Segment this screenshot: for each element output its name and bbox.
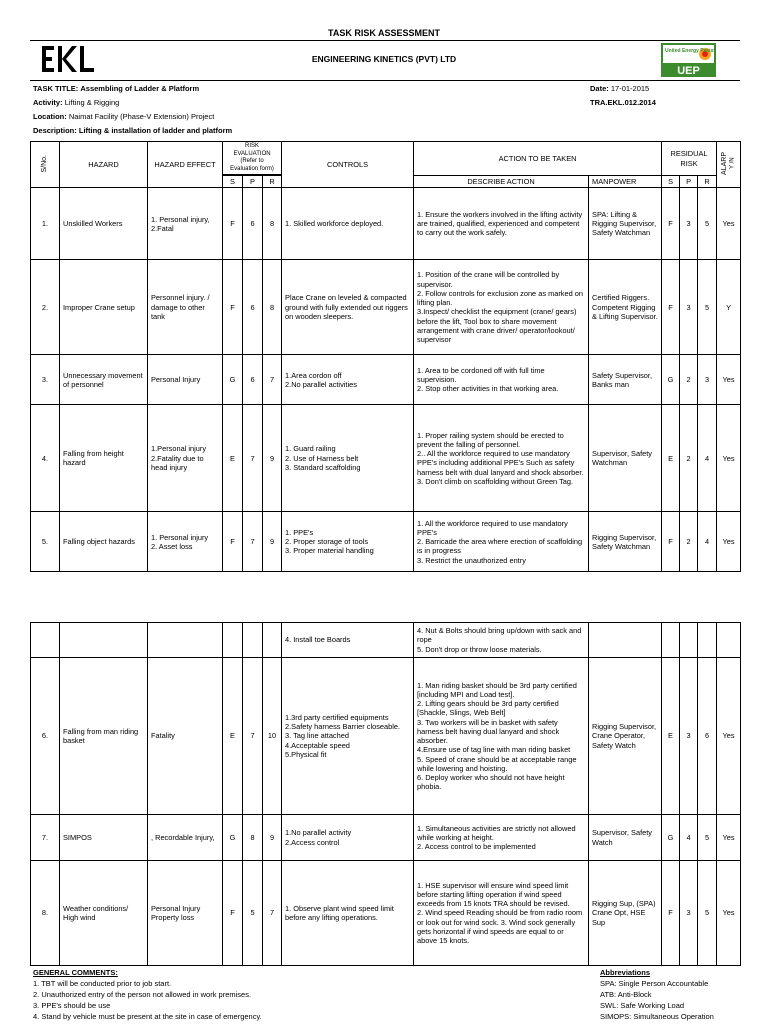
p-cell: 8 (243, 815, 263, 861)
s-cell: G (223, 815, 243, 861)
controls-cell: 1.No parallel activity 2.Access control (282, 815, 414, 861)
p-cell: 6 (243, 188, 263, 260)
action-cell: 1. Position of the crane will be controlled by supervisor. 2. Follow controls for exclusion zone as marked on lifting plan. 3.Inspect/ checklist the equipment (crane/ gears) before the lift, Tool box to share movement arrangement with crane driver/ operator/lookout/ supervisor (414, 260, 589, 355)
page-title: TASK RISK ASSESSMENT (327, 28, 440, 38)
residual-r-cell: 3 (698, 355, 717, 405)
residual-p-cell: 3 (680, 861, 698, 966)
residual-p-cell: 2 (680, 355, 698, 405)
p-cell: 5 (243, 861, 263, 966)
row-number: 4. (31, 405, 60, 512)
abbreviations (600, 968, 714, 1022)
alarp-header: ALARP Y /N (717, 142, 741, 188)
company-name: ENGINEERING KINETICS (PVT) LTD (311, 54, 457, 64)
r-cell: 9 (263, 512, 282, 572)
table-row (31, 815, 741, 861)
date-line: Date: 17-01-2015 (590, 84, 650, 93)
hazard-cell: Falling from man riding basket (60, 658, 148, 815)
residual-s-cell: G (662, 355, 680, 405)
activity-line: Activity: Lifting & Rigging (33, 98, 120, 107)
action-cell: 1. Proper railing system should be erected to prevent the falling of personnel. 2.. All the workforce required to use mandatory PPE's including additional PPE's Such as safety harness belt with dual lanyard and shock absorber. 3. Don't climb on scaffolding without Green Tag. (414, 405, 589, 512)
manpower-cell: Supervisor, Safety Watch (589, 815, 662, 861)
comment-item: 1. TBT will be conducted prior to job start. (33, 978, 172, 988)
residual-s-cell (662, 623, 680, 658)
table-row (31, 405, 741, 512)
header-rule-bottom (30, 80, 740, 81)
residual-r-cell: 6 (698, 658, 717, 815)
action-cell: 1. HSE supervisor will ensure wind speed limit before starting lifting operation if wind speed exceeds from 15 knots TRA should be revised. 2. Wind speed Reading should be from radio room or look out for wind sock. 3. Wind sock generally gets horizontal if wind speeds are equal to or above 15 knots. (414, 861, 589, 966)
effect-cell: Personnel injury. / damage to other tank (148, 260, 223, 355)
residual-r-cell: 5 (698, 188, 717, 260)
comments-title: GENERAL COMMENTS: (33, 968, 118, 977)
hazard-header: HAZARD (60, 142, 148, 188)
alarp-cell: Yes (717, 355, 741, 405)
table-row (31, 658, 741, 815)
comment-item: 3. PPE's should be use (33, 1000, 111, 1010)
hazard-cell: Falling from height hazard (60, 405, 148, 512)
p-header: P (243, 176, 263, 188)
residual-r-cell (698, 623, 717, 658)
p-cell: 6 (243, 355, 263, 405)
uep-logo-text: UEP (677, 65, 700, 77)
alarp-cell (717, 623, 741, 658)
alarp-cell: Yes (717, 815, 741, 861)
s-cell: F (223, 188, 243, 260)
effect-cell: 1. Personal injury, 2.Fatal (148, 188, 223, 260)
s-cell: E (223, 405, 243, 512)
residual-s-cell: E (662, 658, 680, 815)
residual-s-cell: F (662, 188, 680, 260)
s-cell: F (223, 512, 243, 572)
row-number: 5. (31, 512, 60, 572)
comment-item: 4. Stand by vehicle must be present at the site in case of emergency. (33, 1011, 262, 1021)
residual-r-cell: 5 (698, 260, 717, 355)
residual-s-cell: F (662, 861, 680, 966)
risk-table-page1 (30, 141, 741, 572)
residual-r-cell: 4 (698, 405, 717, 512)
alarp-cell: Yes (717, 512, 741, 572)
table-row (31, 188, 741, 260)
r-cell: 8 (263, 188, 282, 260)
action-cell: 1. Area to be cordoned off with full time supervision. 2. Stop other activities in that working area. (414, 355, 589, 405)
header-rule-top (30, 40, 740, 41)
general-comments (33, 968, 262, 1022)
s-cell: E (223, 658, 243, 815)
residual-s-cell: E (662, 405, 680, 512)
effect-cell: Fatality (148, 658, 223, 815)
uep-logo-tagline: United Energy Pakistan (665, 48, 716, 54)
s-cell: F (223, 861, 243, 966)
residual-r-cell: 5 (698, 815, 717, 861)
r-cell: 7 (263, 355, 282, 405)
controls-cell: 4. Install toe Boards (282, 623, 414, 658)
s-cell: F (223, 260, 243, 355)
table-row (31, 355, 741, 405)
hazard-cell (60, 623, 148, 658)
manpower-cell: Rigging Supervisor, Safety Watchman (589, 512, 662, 572)
manpower-header: MANPOWER (589, 176, 662, 188)
location-line: Location: Naimat Facility (Phase-V Extension) Project (33, 112, 215, 121)
p-cell: 7 (243, 405, 263, 512)
sno-header: S/No. (31, 142, 60, 188)
residual-p-cell: 2 (680, 512, 698, 572)
residual-risk-header: RESIDUAL RISK (662, 142, 717, 176)
header-row-1 (31, 142, 741, 175)
manpower-cell: Supervisor, Safety Watchman (589, 405, 662, 512)
row-number: 6. (31, 658, 60, 815)
manpower-cell: Safety Supervisor, Banks man (589, 355, 662, 405)
alarp-cell: Yes (717, 188, 741, 260)
s-cell: G (223, 355, 243, 405)
hazard-cell: Improper Crane setup (60, 260, 148, 355)
action-cell: 1. Ensure the workers involved in the lifting activity are trained, qualified, experienced and competent to carry out the work safely. (414, 188, 589, 260)
residual-s-cell: G (662, 815, 680, 861)
manpower-cell: Certified Riggers. Competent Rigging & Lifting Supervisor. (589, 260, 662, 355)
effect-cell: 1. Personal injury 2. Asset loss (148, 512, 223, 572)
action-cell: 1. Man riding basket should be 3rd party certified [including MPI and Load test]. 2. Lifting gears should be 3rd party certified [Shackle, Slings, Web Belt] 3. Two workers will be in basket with safety harness belt having dual lanyard and shock absorber. 4.Ensure use of tag line with man riding basket 5. Speed of crane should be at acceptable range while lowering and hoisting. 6. Deploy worker who should not have height phobia. (414, 658, 589, 815)
effect-cell: , Recordable Injury, (148, 815, 223, 861)
abbreviation-item: SWL: Safe Working Load (600, 1000, 685, 1010)
table-row (31, 260, 741, 355)
action-cell: 1. All the workforce required to use mandatory PPE's 2. Barricade the area where erection of scaffolding is in progress 3. Restrict the unauthorized entry (414, 512, 589, 572)
p-cell: 7 (243, 512, 263, 572)
manpower-cell (589, 623, 662, 658)
residual-p-cell: 3 (680, 260, 698, 355)
abbreviations-title: Abbreviations (600, 968, 651, 977)
r-cell: 8 (263, 260, 282, 355)
comment-item: 2. Unauthorized entry of the person not allowed in work premises. (33, 989, 252, 999)
describe-action-header: DESCRIBE ACTION (414, 176, 589, 188)
hazard-cell: Unnecessary movement of personnel (60, 355, 148, 405)
description-line: Description: Lifting & installation of ladder and platform (33, 126, 233, 135)
effect-cell (148, 623, 223, 658)
residual-r-header: R (698, 176, 717, 188)
reference-number: TRA.EKL.012.2014 (590, 98, 656, 107)
row-number: 1. (31, 188, 60, 260)
r-cell: 7 (263, 861, 282, 966)
row-number: 8. (31, 861, 60, 966)
alarp-cell: Yes (717, 658, 741, 815)
r-cell: 10 (263, 658, 282, 815)
risk-evaluation-header: RISK EVALUATION (Refer to Evaluation form) (223, 142, 282, 175)
row-number: 3. (31, 355, 60, 405)
manpower-cell: Rigging Sup, (SPA) Crane Opt, HSE Sup (589, 861, 662, 966)
residual-p-cell (680, 623, 698, 658)
uep-logo (661, 43, 716, 77)
table-row (31, 512, 741, 572)
s-header: S (223, 176, 243, 188)
hazard-cell: SIMPOS (60, 815, 148, 861)
action-header: ACTION TO BE TAKEN (414, 142, 662, 176)
residual-p-cell: 3 (680, 658, 698, 815)
p-cell (243, 623, 263, 658)
p-cell: 6 (243, 260, 263, 355)
abbreviation-item: SPA: Single Person Accountable (600, 978, 709, 988)
effect-cell: Personal Injury (148, 355, 223, 405)
table-row (31, 623, 741, 658)
controls-header: CONTROLS (282, 142, 414, 188)
residual-p-cell: 4 (680, 815, 698, 861)
row-number: 7. (31, 815, 60, 861)
residual-r-cell: 4 (698, 512, 717, 572)
residual-p-cell: 2 (680, 405, 698, 512)
controls-cell: 1. Skilled workforce deployed. (282, 188, 414, 260)
controls-cell: 1. Observe plant wind speed limit before any lifting operations. (282, 861, 414, 966)
controls-cell: Place Crane on leveled & compacted ground with fully extended out riggers on wooden sleepers. (282, 260, 414, 355)
uep-logo-graphic (661, 43, 716, 77)
residual-s-cell: F (662, 260, 680, 355)
hazard-cell: Falling object hazards (60, 512, 148, 572)
s-cell (223, 623, 243, 658)
manpower-cell: SPA: Lifting & Rigging Supervisor, Safety Watchman (589, 188, 662, 260)
row-number: 2. (31, 260, 60, 355)
hazard-effect-header: HAZARD EFFECT (148, 142, 223, 188)
table-row (31, 861, 741, 966)
task-title-line: TASK TITLE: Assembling of Ladder & Platform (33, 84, 200, 93)
controls-cell: 1.3rd party certified equipments 2.Safety harness Barrier closeable. 3. Tag line attached 4.Acceptable speed 5.Physical fit (282, 658, 414, 815)
r-cell: 9 (263, 815, 282, 861)
r-cell: 9 (263, 405, 282, 512)
residual-s-cell: F (662, 512, 680, 572)
controls-cell: 1. PPE's 2. Proper storage of tools 3. Proper material handling (282, 512, 414, 572)
residual-r-cell: 5 (698, 861, 717, 966)
row-number (31, 623, 60, 658)
residual-s-header: S (662, 176, 680, 188)
hazard-cell: Unskilled Workers (60, 188, 148, 260)
action-cell: 4. Nut & Bolts should bring up/down with sack and rope 5. Don't drop or throw loose materials. (414, 623, 589, 658)
abbreviation-item: ATB: Anti-Block (600, 989, 652, 999)
alarp-cell: Yes (717, 861, 741, 966)
risk-table-page2 (30, 622, 741, 966)
hazard-cell: Weather conditions/ High wind (60, 861, 148, 966)
effect-cell: 1.Personal injury 2.Fatality due to head injury (148, 405, 223, 512)
r-header: R (263, 176, 282, 188)
effect-cell: Personal Injury Property loss (148, 861, 223, 966)
alarp-cell: Yes (717, 405, 741, 512)
residual-p-cell: 3 (680, 188, 698, 260)
alarp-cell: Y (717, 260, 741, 355)
residual-p-header: P (680, 176, 698, 188)
controls-cell: 1.Area cordon off 2.No parallel activities (282, 355, 414, 405)
abbreviation-item: SIMOPS: Simultaneous Operation (600, 1011, 714, 1021)
p-cell: 7 (243, 658, 263, 815)
manpower-cell: Rigging Supervisor, Crane Operator, Safety Watch (589, 658, 662, 815)
controls-cell: 1. Guard railing 2. Use of Harness belt 3. Standard scaffolding (282, 405, 414, 512)
action-cell: 1. Simultaneous activities are strictly not allowed while working at height. 2. Access control to be implemented (414, 815, 589, 861)
r-cell (263, 623, 282, 658)
